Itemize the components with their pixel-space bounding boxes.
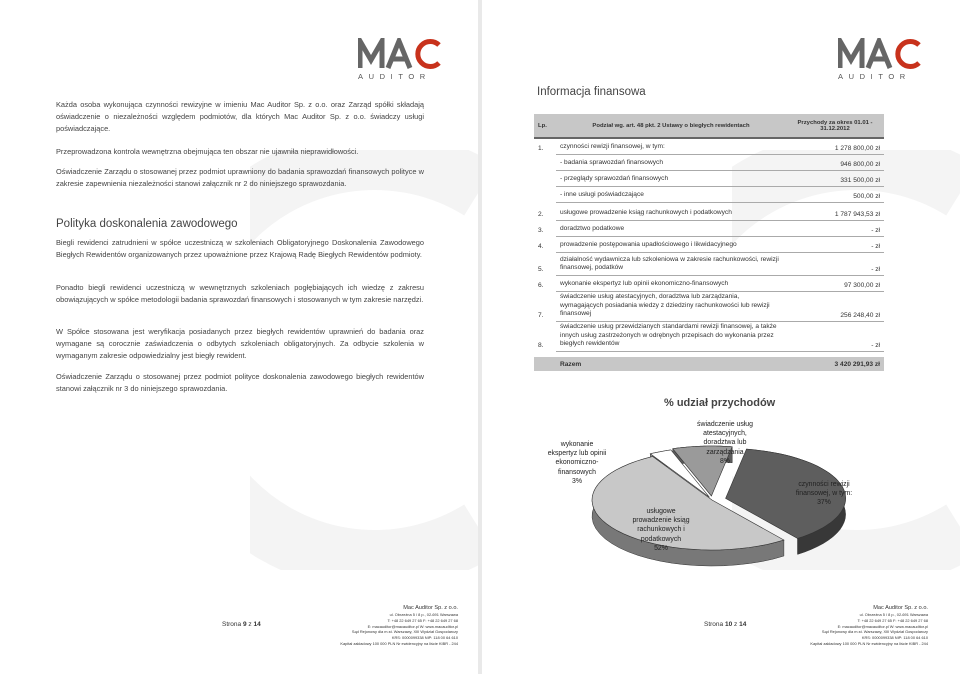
table-body bbox=[534, 138, 884, 371]
row-amount: 500,00 zł bbox=[786, 186, 884, 202]
pie-slice-label bbox=[542, 440, 612, 486]
pie-label-line: ekspertyz lub opinii bbox=[547, 450, 607, 458]
row-number: 1. bbox=[538, 145, 544, 152]
total-label: Razem bbox=[556, 357, 786, 371]
company-footer bbox=[290, 605, 458, 647]
table-row bbox=[534, 204, 884, 220]
mac-logo-mark bbox=[838, 38, 924, 70]
paragraph-training: Biegli rewidenci zatrudnieni w spółce uczestniczą w szkoleniach Obligatoryjnego Doskonalenia Zawodowego Biegłych Rewidentów organizowanych przez upoważnione przez Krajową Radę Biegłych Rewidentów podmioty. bbox=[56, 238, 424, 259]
footer-address: ul. Obrzeżna 5 / 8 p., 02-691 Warszawa bbox=[859, 612, 928, 617]
footer-krs: KRS: 0000099338 NIP: 118 00 64 610 bbox=[391, 635, 458, 641]
paragraph-internal-training: Ponadto biegli rewidenci uczestniczą w wewnętrznych szkoleniach pogłębiających ich wiedzę z zakresu obowiązujących w spółce metodologii badania sprawozdań finansowych i stosowanych w tym zakresie narzędzi. bbox=[56, 283, 424, 304]
pie-label-line: świadczenie usług bbox=[697, 421, 753, 428]
footer-capital: Kapitał zakładowy 100 000 PLN Nr ewidencyjny na liście KIBR - 244 bbox=[810, 640, 928, 646]
total-spacer bbox=[534, 357, 556, 371]
header-description: Podział wg. art. 48 pkt. 2 Ustawy o biegłych rewidentach bbox=[556, 114, 786, 138]
pie-label-line: ekonomiczno- bbox=[555, 459, 599, 467]
row-amount: 256 248,40 zł bbox=[786, 291, 884, 321]
table-row bbox=[534, 170, 884, 186]
logo-subtitle: AUDITOR bbox=[358, 72, 431, 81]
pie-label-line: finansowych bbox=[558, 468, 596, 476]
row-amount: - zł bbox=[786, 236, 884, 252]
table-row bbox=[534, 138, 884, 154]
row-number: 8. bbox=[538, 342, 544, 349]
pie-label-line: doradztwa lub bbox=[703, 439, 747, 447]
row-amount: - zł bbox=[786, 321, 884, 351]
mac-auditor-logo bbox=[838, 38, 930, 81]
row-amount: 331 500,00 zł bbox=[786, 170, 884, 186]
row-amount: - zł bbox=[786, 252, 884, 275]
pie-label-line: finansowej, w tym: bbox=[795, 490, 853, 498]
row-number bbox=[534, 186, 556, 202]
table-row bbox=[534, 220, 884, 236]
paragraph-internal-control: Przeprowadzona kontrola wewnętrzna obejmująca ten obszar nie ujawniła nieprawidłowości. bbox=[56, 147, 359, 156]
row-description: czynności rewizji finansowej, w tym: bbox=[556, 138, 786, 154]
pie-label-line: podatkowych bbox=[640, 535, 682, 543]
pie-slice-label bbox=[779, 480, 869, 508]
footer-address: ul. Obrzeżna 5 / 8 p., 02-691 Warszawa bbox=[389, 612, 458, 617]
footer-email: E: macauditor@macauditor.pl W: www.macauditor.pl bbox=[837, 623, 928, 629]
row-description: doradztwo podatkowe bbox=[556, 220, 786, 236]
paragraph-verification: W Spółce stosowana jest weryfikacja posiadanych przez biegłych rewidentów uprawnień do badania oraz wymagane są corocznie zaświadczenia o odbytych szkoleniach obligatoryjnych. Za odbycie szkolenia w wymaganym zakresie odpowiedzialny jest biegły rewident. bbox=[56, 327, 424, 360]
row-description: prowadzenie postępowania upadłościowego i likwidacyjnego bbox=[556, 236, 786, 252]
row-description: wykonanie ekspertyz lub opinii ekonomiczno-finansowych bbox=[556, 275, 786, 291]
pie-label-line: 3% bbox=[572, 477, 582, 485]
row-amount: 1 787 943,53 zł bbox=[786, 204, 884, 220]
footer-company: Mac Auditor Sp. z o.o. bbox=[403, 605, 458, 611]
row-amount: 1 278 800,00 zł bbox=[786, 138, 884, 154]
row-description: - badania sprawozdań finansowych bbox=[556, 154, 786, 170]
table-row bbox=[534, 154, 884, 170]
logo-subtitle: AUDITOR bbox=[838, 72, 911, 81]
paragraph-independence: Każda osoba wykonująca czynności rewizyjne w imieniu Mac Auditor Sp. z o.o. oraz Zarząd spółki składają oświadczenie o niezależności względem podmiotów, dla których Mac Auditor Sp. z o.o. świadczy usługi poświadczające. bbox=[56, 100, 424, 133]
page-number: Strona 10 z 14 bbox=[704, 621, 747, 628]
row-number: 3. bbox=[538, 227, 544, 234]
pie-label-line: usługowe bbox=[646, 508, 676, 515]
paragraph-independence-statement: Oświadczenie Zarządu o stosowanej przez podmiot uprawniony do badania sprawozdań finansowych polityce w zakresie zapewnienia niezależności stanowi załącznik nr 2 do niniejszego sprawozdania. bbox=[56, 167, 424, 188]
row-number: 2. bbox=[538, 211, 544, 218]
footer-krs: KRS: 0000099338 NIP: 118 00 64 610 bbox=[861, 635, 928, 641]
row-description: świadczenie usług przewidzianych standardami rewizji finansowej, a także innych usług zastrzeżonych w odrębnych przepisach do wykonania przez biegłych rewidentów bbox=[556, 321, 786, 351]
table-total-row bbox=[534, 357, 884, 371]
page-number: Strona 9 z 14 bbox=[222, 621, 261, 628]
pie-label-line: rachunkowych i bbox=[637, 526, 685, 534]
footer-phone: T: +48 22 649 27 65 F: +48 22 649 27 68 bbox=[387, 617, 458, 623]
header-amount: Przychody za okres 01.01 - 31.12.2012 bbox=[786, 114, 884, 138]
table-row bbox=[534, 275, 884, 291]
header-lp: Lp. bbox=[534, 114, 556, 138]
footer-email: E: macauditor@macauditor.pl W: www.macauditor.pl bbox=[367, 623, 458, 629]
row-amount: - zł bbox=[786, 220, 884, 236]
footer-court: Sąd Rejonowy dla m.st. Warszawy, XIII Wydział Gospodarczy bbox=[351, 629, 458, 635]
document-page-9 bbox=[0, 0, 478, 674]
table-header-row bbox=[534, 114, 884, 138]
table-row bbox=[534, 252, 884, 275]
footer-phone: T: +48 22 649 27 65 F: +48 22 649 27 68 bbox=[857, 617, 928, 623]
pie-label-line: zarządzania bbox=[706, 448, 744, 456]
table-row bbox=[534, 236, 884, 252]
row-number: 4. bbox=[538, 243, 544, 250]
company-footer bbox=[760, 605, 928, 647]
row-number bbox=[534, 154, 556, 170]
row-number: 6. bbox=[538, 282, 544, 289]
pie-label-line: 37% bbox=[817, 499, 831, 507]
chart-title: % udział przychodów bbox=[664, 397, 776, 409]
section-heading-financial-info: Informacja finansowa bbox=[537, 86, 646, 98]
row-description: - inne usługi poświadczające bbox=[556, 186, 786, 202]
table-row bbox=[534, 321, 884, 351]
pie-label-line: czynności rewizji bbox=[798, 481, 850, 488]
pie-slice-label bbox=[616, 507, 706, 553]
row-number: 5. bbox=[538, 266, 544, 273]
row-amount: 946 800,00 zł bbox=[786, 154, 884, 170]
table-row bbox=[534, 291, 884, 321]
pie-label-line: 52% bbox=[654, 544, 668, 552]
row-description: - przeglądy sprawozdań finansowych bbox=[556, 170, 786, 186]
pie-slice-label bbox=[687, 420, 763, 466]
mac-auditor-logo bbox=[358, 38, 450, 81]
total-amount: 3 420 291,93 zł bbox=[786, 357, 884, 371]
row-description: działalność wydawnicza lub szkoleniowa w zakresie rachunkowości, rewizji finansowej, podatków bbox=[556, 252, 786, 275]
pie-label-line: wykonanie bbox=[560, 441, 594, 448]
document-page-10 bbox=[482, 0, 960, 674]
pie-label-line: 8% bbox=[720, 457, 730, 465]
footer-capital: Kapitał zakładowy 100 000 PLN Nr ewidencyjny na liście KIBR - 244 bbox=[340, 640, 458, 646]
table-row bbox=[534, 186, 884, 202]
financial-table bbox=[534, 114, 884, 371]
row-description: usługowe prowadzenie ksiąg rachunkowych i podatkowych bbox=[556, 204, 786, 220]
section-heading-professional-development: Polityka doskonalenia zawodowego bbox=[56, 218, 238, 230]
pie-label-line: prowadzenie ksiąg bbox=[632, 517, 690, 525]
row-number: 7. bbox=[538, 312, 544, 319]
pie-label-line: atestacyjnych, bbox=[703, 430, 747, 438]
paragraph-development-statement: Oświadczenie Zarządu o stosowanej przez podmiot polityce doskonalenia zawodowego biegłych rewidentów stanowi załącznik nr 3 do niniejszego sprawozdania. bbox=[56, 372, 424, 393]
footer-company: Mac Auditor Sp. z o.o. bbox=[873, 605, 928, 611]
row-number bbox=[534, 170, 556, 186]
row-amount: 97 300,00 zł bbox=[786, 275, 884, 291]
mac-logo-mark bbox=[358, 38, 444, 70]
row-description: świadczenie usług atestacyjnych, doradztwa lub zarządzania, wymagających posiadania wiedzy z dziedziny rachunkowości lub rewizji finansowej bbox=[556, 291, 786, 321]
footer-court: Sąd Rejonowy dla m.st. Warszawy, XIII Wydział Gospodarczy bbox=[821, 629, 928, 635]
